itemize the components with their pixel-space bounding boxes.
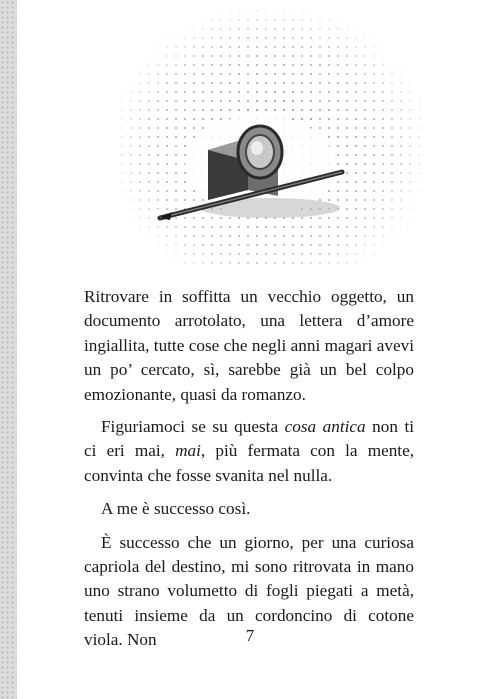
page-gutter: [0, 0, 17, 699]
body-text: [84, 285, 414, 662]
page-number: 7: [245, 626, 255, 645]
paragraph-4: È successo che un giorno, per una curiosa capriola del destino, mi sono ritrovata in mano uno strano volumetto di fogli piegati a metà, tenuti insieme da un cordoncino di cotone viola. Non: [84, 532, 414, 650]
inkwell-and-pen-icon: [120, 0, 420, 270]
paragraph-3: A me è successo così.: [101, 499, 251, 519]
paragraph-1: Ritrovare in soffitta un vecchio oggetto, un documento arrotolato, una lettera d’amore ingiallita, tutte cose che negli anni magari avevi un po’ cercato, sì, sarebbe già un bel colpo emozionante, quasi da romanzo.: [84, 287, 414, 404]
paragraph-2: Figuriamoci se su questa cosa antica non ti ci eri mai, mai, più fermata con la mente, convinta che fosse svanita nel nulla.: [84, 417, 415, 485]
